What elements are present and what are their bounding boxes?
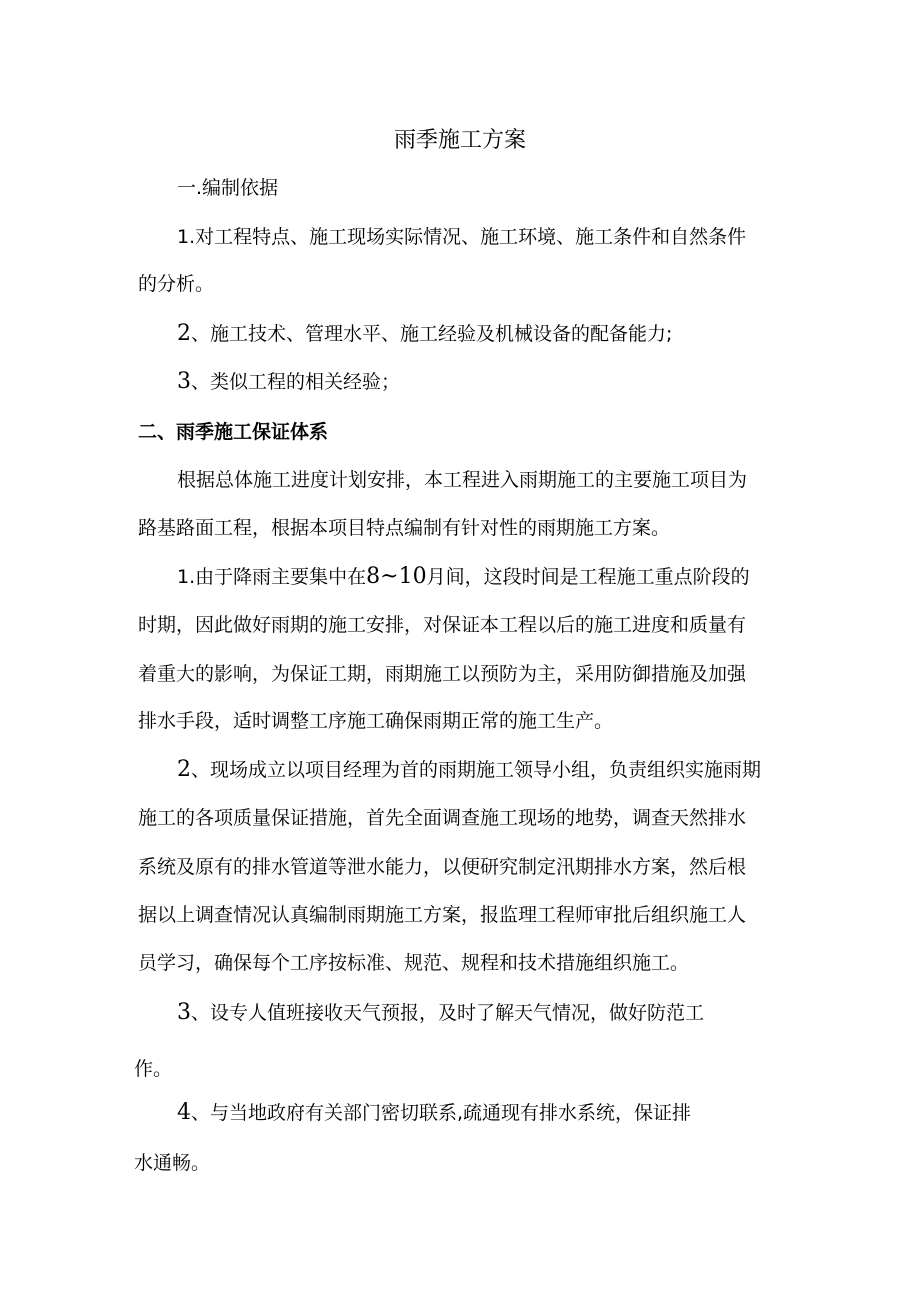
month-range: 8~10 (366, 564, 427, 589)
item-text: 、类似工程的相关经验； (191, 371, 401, 393)
item-number: 2 (177, 757, 191, 782)
paragraph-line (177, 563, 750, 591)
text-fragment: 1.由于降雨主要集中在 (177, 566, 367, 588)
item-number: 4 (177, 1100, 191, 1125)
item-number: 3 (177, 1000, 191, 1025)
paragraph-line: 路基路面工程，根据本项目特点编制有针对性的雨期施工方案。 (138, 517, 671, 539)
paragraph-line: 据以上调查情况认真编制雨期施工方案，报监理工程师审批后组织施工人 (138, 904, 747, 926)
paragraph-line: 时期，因此做好雨期的施工安排，对保证本工程以后的施工进度和质量有 (138, 614, 747, 636)
paragraph-line: 施工的各项质量保证措施，首先全面调查施工现场的地势，调查天然排水 (138, 807, 747, 829)
paragraph-line (177, 1099, 691, 1127)
list-item (177, 368, 400, 396)
paragraph-line: 根据总体施工进度计划安排，本工程进入雨期施工的主要施工项目为 (177, 469, 748, 491)
item-text: 、与当地政府有关部门密切联系,疏通现有排水系统，保证排 (191, 1102, 692, 1124)
paragraph-line: 员学习，确保每个工序按标准、规范、规程和技术措施组织施工。 (138, 952, 690, 974)
list-item (177, 320, 672, 348)
text-fragment: 月间，这段时间是工程施工重点阶段的 (426, 566, 750, 588)
paragraph-line (177, 756, 761, 784)
paragraph-line: 作。 (134, 1058, 173, 1080)
paragraph-line: 着重大的影响，为保证工期，雨期施工以预防为主，采用防御措施及加强 (138, 663, 747, 685)
paragraph-line (177, 999, 704, 1027)
paragraph-line: 1.对工程特点、施工现场实际情况、施工环境、施工条件和自然条件 (177, 226, 747, 248)
paragraph-line: 水通畅。 (134, 1152, 211, 1174)
item-text: 、现场成立以项目经理为首的雨期施工领导小组，负责组织实施雨期 (191, 759, 762, 781)
item-number: 3 (177, 369, 191, 394)
page-title: 雨季施工方案 (393, 128, 526, 153)
section-heading-2: 二、雨季施工保证体系 (138, 421, 329, 443)
item-number: 2 (177, 321, 191, 346)
paragraph-line: 的分析。 (138, 273, 215, 295)
section-heading-1: 一.编制依据 (177, 177, 279, 199)
item-text: 、设专人值班接收天气预报，及时了解天气情况，做好防范工 (191, 1002, 705, 1024)
paragraph-line: 排水手段，适时调整工序施工确保雨期正常的施工生产。 (138, 710, 614, 732)
paragraph-line: 系统及原有的排水管道等泄水能力，以便研究制定汛期排水方案，然后根 (138, 856, 747, 878)
item-text: 、施工技术、管理水平、施工经验及机械设备的配备能力; (191, 323, 673, 345)
